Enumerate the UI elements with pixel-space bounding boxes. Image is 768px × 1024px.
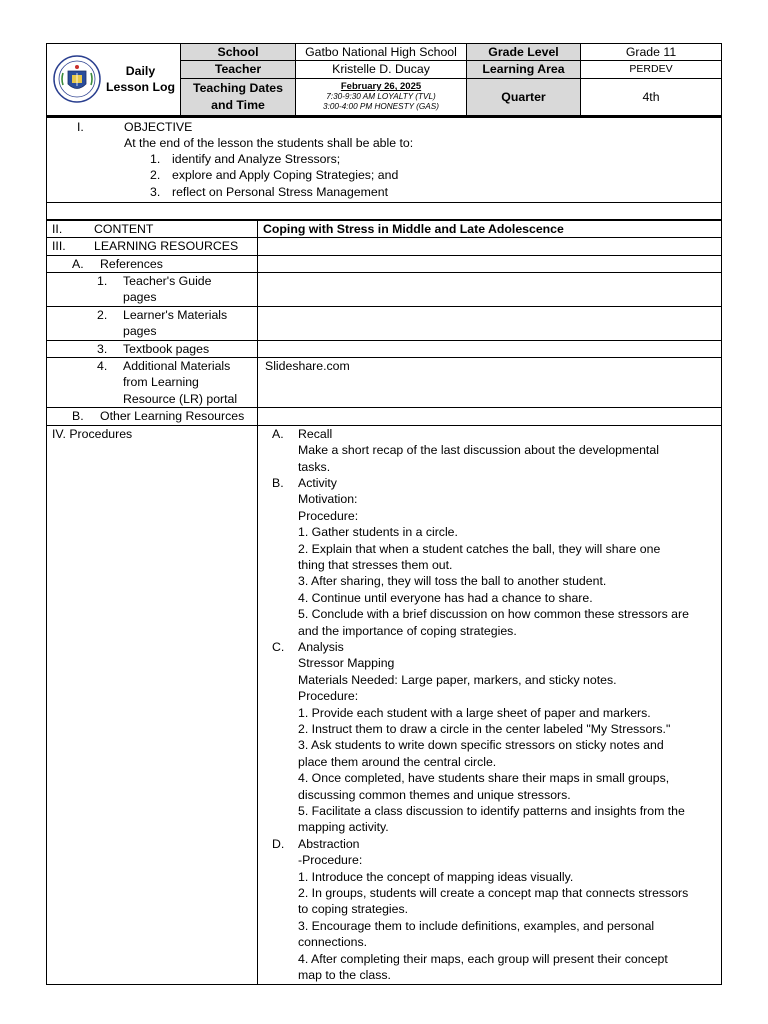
- procedure-line: 4. Once completed, have students share their maps in small groups,: [298, 771, 670, 786]
- content-number: II.: [52, 221, 63, 236]
- additional-materials-label-3: Resource (LR) portal: [123, 391, 238, 406]
- learners-materials-cell: [47, 306, 258, 340]
- time-slot-1: 7:30-9:30 AM LOYALTY (TVL): [326, 92, 436, 102]
- procedure-line: connections.: [298, 935, 368, 950]
- procedure-line: 2. In groups, students will create a concept map that connects stressors: [298, 886, 689, 901]
- textbook-label: Textbook pages: [123, 341, 210, 356]
- deped-seal-icon: [53, 55, 101, 103]
- teacher-label: Teacher: [181, 61, 296, 78]
- quarter-value: 4th: [581, 78, 722, 115]
- objective-item-number: 2.: [150, 168, 161, 183]
- textbook-key: 3.: [97, 341, 108, 356]
- procedure-line: Stressor Mapping: [298, 656, 395, 671]
- other-resources-label: Other Learning Resources: [100, 409, 245, 424]
- resources-label-cell: [47, 238, 258, 255]
- procedure-line: map to the class.: [298, 968, 391, 983]
- school-label: School: [181, 44, 296, 61]
- procedure-line: 5. Facilitate a class discussion to identify patterns and insights from the: [298, 804, 685, 819]
- procedure-line: 2. Instruct them to draw a circle in the center labeled "My Stressors.": [298, 722, 671, 737]
- additional-materials-label-2: from Learning: [123, 375, 199, 390]
- procedure-line: and the importance of coping strategies.: [298, 623, 517, 638]
- grade-level-label: Grade Level: [467, 44, 581, 61]
- teachers-guide-label: Teacher's Guide: [123, 274, 212, 289]
- learners-materials-label-2: pages: [123, 324, 157, 339]
- procedure-line: 4. After completing their maps, each group will present their concept: [298, 951, 668, 966]
- objective-item: [52, 151, 716, 167]
- objective-number: I.: [77, 119, 84, 134]
- learners-materials-label: Learner's Materials: [123, 307, 228, 322]
- date-value: February 26, 2025: [340, 81, 422, 93]
- procedure-line: 4. Continue until everyone has had a chance to share.: [298, 590, 593, 605]
- procedure-line: thing that stresses them out.: [298, 557, 453, 572]
- grade-level-value: Grade 11: [581, 44, 722, 61]
- procedure-line: 1. Introduce the concept of mapping ideas visually.: [298, 869, 574, 884]
- learning-area-label: Learning Area: [467, 61, 581, 78]
- teachers-guide-value: [258, 273, 722, 307]
- procedure-line: 3. Encourage them to include definitions, examples, and personal: [298, 918, 655, 933]
- references-value: [258, 255, 722, 272]
- title-line-1: Daily: [125, 64, 156, 79]
- objective-intro: At the end of the lesson the students shall be able to:: [124, 136, 414, 151]
- procedure-section: [272, 836, 716, 984]
- teaching-dates-label-line1: Teaching Dates: [193, 81, 283, 96]
- spacer-row: [46, 203, 722, 220]
- procedure-line: 3. Ask students to write down specific stressors on sticky notes and: [298, 738, 664, 753]
- procedure-section-key: A.: [272, 426, 284, 441]
- header-table: [46, 43, 722, 116]
- daily-lesson-log: [46, 43, 722, 985]
- resources-value: [258, 238, 722, 255]
- teachers-guide-cell: [47, 273, 258, 307]
- objective-section: [46, 116, 722, 203]
- procedure-line: Motivation:: [298, 492, 358, 507]
- procedures-content: [258, 425, 722, 984]
- procedure-line: Analysis: [298, 639, 344, 654]
- procedure-line: tasks.: [298, 459, 331, 474]
- content-value: Coping with Stress in Middle and Late Adolescence: [258, 220, 722, 237]
- learning-area-value: PERDEV: [581, 61, 722, 78]
- objective-item: [52, 167, 716, 183]
- teaching-dates-label-line2: and Time: [211, 97, 265, 112]
- school-value: Gatbo National High School: [296, 44, 467, 61]
- procedure-line: 1. Provide each student with a large sheet of paper and markers.: [298, 705, 651, 720]
- objective-item-number: 3.: [150, 184, 161, 199]
- procedure-line: Procedure:: [298, 689, 359, 704]
- procedure-section: [272, 475, 716, 639]
- learners-materials-key: 2.: [97, 307, 108, 322]
- teacher-value: Kristelle D. Ducay: [296, 61, 467, 78]
- procedures-label: IV. Procedures: [47, 425, 258, 984]
- resources-number: III.: [52, 239, 66, 254]
- procedure-section: [272, 639, 716, 836]
- teachers-guide-key: 1.: [97, 274, 108, 289]
- learners-materials-value: [258, 306, 722, 340]
- procedure-line: mapping activity.: [298, 820, 389, 835]
- resources-label: LEARNING RESOURCES: [94, 239, 239, 254]
- additional-materials-value: Slideshare.com: [258, 358, 722, 408]
- references-label: References: [100, 256, 163, 271]
- lesson-content-table: [46, 220, 722, 985]
- procedure-line: Procedure:: [298, 508, 359, 523]
- procedure-section-key: D.: [272, 836, 285, 851]
- procedure-line: Materials Needed: Large paper, markers, and sticky notes.: [298, 672, 617, 687]
- procedure-line: Activity: [298, 475, 337, 490]
- objective-item-text: identify and Analyze Stressors;: [172, 152, 341, 167]
- objective-item-text: reflect on Personal Stress Management: [172, 184, 388, 199]
- objective-heading: OBJECTIVE: [124, 119, 193, 134]
- procedure-line: 3. After sharing, they will toss the ball to another student.: [298, 574, 607, 589]
- other-resources-cell: [47, 408, 258, 425]
- procedure-line: to coping strategies.: [298, 902, 409, 917]
- additional-materials-key: 4.: [97, 359, 108, 374]
- other-resources-key: B.: [72, 409, 84, 424]
- quarter-label: Quarter: [467, 78, 581, 115]
- procedure-section-key: C.: [272, 639, 285, 654]
- textbook-value: [258, 340, 722, 357]
- procedure-section: [272, 426, 716, 475]
- time-slot-2: 3:00-4:00 PM HONESTY (GAS): [323, 102, 439, 112]
- objective-item-number: 1.: [150, 152, 161, 167]
- teaching-dates-value: [296, 78, 467, 115]
- additional-materials-cell: [47, 358, 258, 408]
- title-line-2: Lesson Log: [105, 80, 175, 95]
- procedure-line: -Procedure:: [298, 853, 363, 868]
- procedure-line: place them around the central circle.: [298, 754, 497, 769]
- logo-cell: [47, 44, 181, 116]
- teaching-dates-label: [181, 78, 296, 115]
- additional-materials-label: Additional Materials: [123, 359, 231, 374]
- references-cell: [47, 255, 258, 272]
- textbook-cell: [47, 340, 258, 357]
- content-label: CONTENT: [94, 221, 154, 236]
- content-label-cell: [47, 220, 258, 237]
- other-resources-value: [258, 408, 722, 425]
- procedure-line: Abstraction: [298, 836, 360, 851]
- procedure-line: discussing common themes and unique stressors.: [298, 787, 571, 802]
- objective-item: [52, 184, 716, 200]
- procedure-line: 1. Gather students in a circle.: [298, 525, 458, 540]
- procedure-line: Make a short recap of the last discussion about the developmental: [298, 443, 659, 458]
- procedure-line: 5. Conclude with a brief discussion on how common these stressors are: [298, 607, 689, 622]
- procedure-line: Recall: [298, 426, 333, 441]
- teachers-guide-label-2: pages: [123, 290, 157, 305]
- procedure-section-key: B.: [272, 475, 284, 490]
- procedure-line: 2. Explain that when a student catches the ball, they will share one: [298, 541, 661, 556]
- objective-item-text: explore and Apply Coping Strategies; and: [172, 168, 399, 183]
- references-key: A.: [72, 256, 84, 271]
